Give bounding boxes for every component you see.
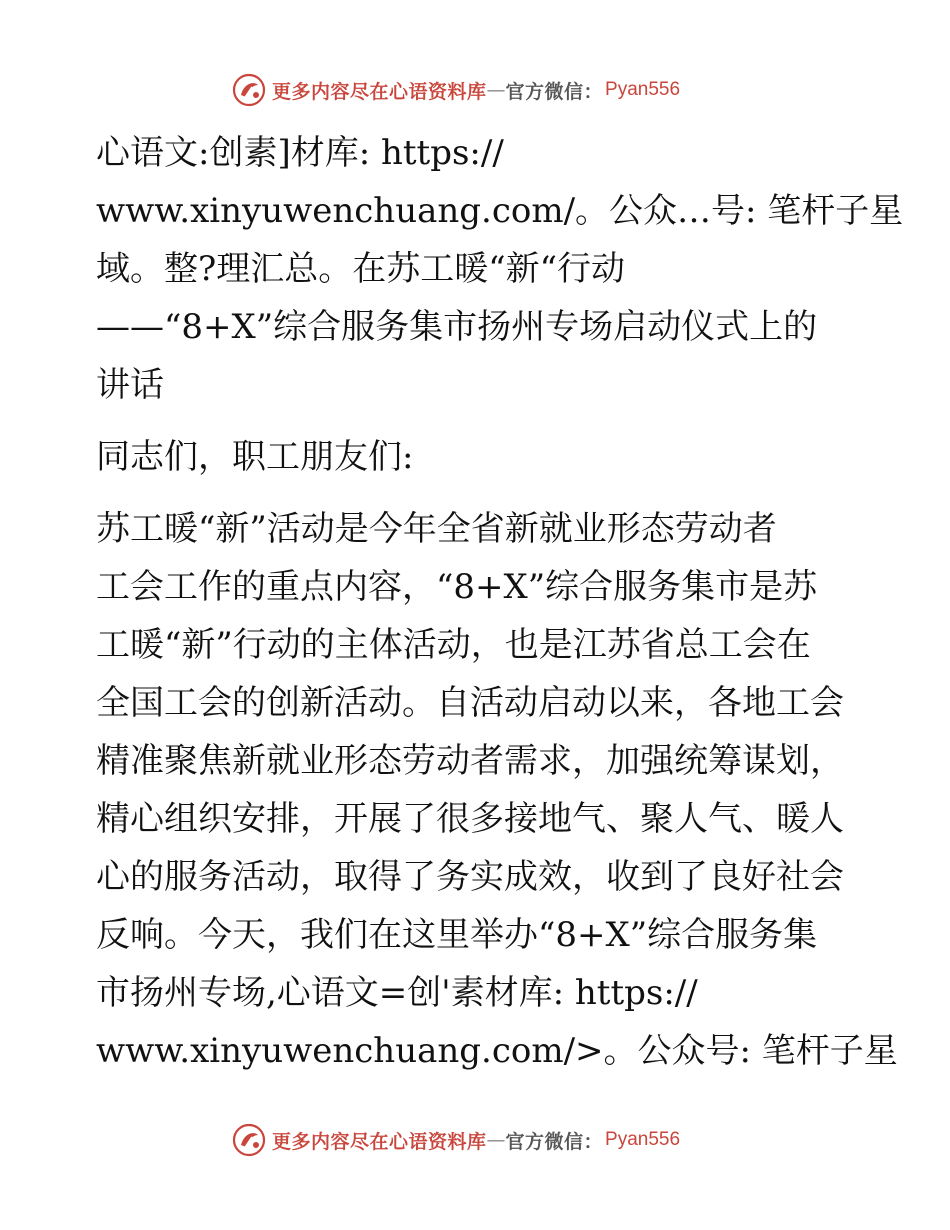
paragraph-line: 苏工暖“新”活动是今年全省新就业形态劳动者 xyxy=(96,509,777,549)
paragraph-line: 全国工会的创新活动。自活动启动以来，各地工会 xyxy=(96,683,844,723)
watermark-banner-top xyxy=(232,72,680,108)
paragraph-line: 精准聚焦新就业形态劳动者需求，加强统筹谋划， xyxy=(96,741,844,781)
paragraph-line: 工暖“新”行动的主体活动，也是江苏省总工会在 xyxy=(96,625,811,665)
wechat-id: Pyan556 xyxy=(605,79,681,100)
wechat-label: 官方微信： xyxy=(505,1130,604,1153)
paragraph-line: www.xinyuwenchuang.com/>。公众号: 笔杆子星 xyxy=(96,1031,898,1071)
paragraph-line: 市扬州专场,心语文=创'素材库: https:// xyxy=(96,973,698,1013)
title-line: 域。整?理汇总。在苏工暖“新“行动 xyxy=(96,249,625,289)
logo-icon xyxy=(232,1123,266,1157)
wechat-label: 官方微信： xyxy=(505,80,604,103)
dash-separator: — xyxy=(486,1129,506,1151)
paragraph-line: 工会工作的重点内容，“8+X”综合服务集市是苏 xyxy=(96,567,818,607)
dash-separator: — xyxy=(486,79,506,101)
title-line: 讲话 xyxy=(96,365,164,405)
title-line: www.xinyuwenchuang.com/。公众…号: 笔杆子星 xyxy=(96,191,904,231)
title-line: ——“8+X”综合服务集市扬州专场启动仪式上的 xyxy=(96,307,818,347)
greeting: 同志们，职工朋友们: xyxy=(96,437,414,477)
paragraph-line: 心的服务活动，取得了务实成效，收到了良好社会 xyxy=(96,857,844,897)
promo-text: 更多内容尽在心语资料库 xyxy=(272,80,487,103)
logo-icon xyxy=(232,73,266,107)
wechat-id: Pyan556 xyxy=(605,1129,681,1150)
paragraph-line: 精心组织安排，开展了很多接地气、聚人气、暖人 xyxy=(96,799,844,839)
promo-text: 更多内容尽在心语资料库 xyxy=(272,1130,487,1153)
paragraph-line: 反响。今天，我们在这里举办“8+X”综合服务集 xyxy=(96,915,818,955)
title-line: 心语文:创素]材库: https:// xyxy=(96,133,504,173)
document-body xyxy=(96,124,904,1080)
watermark-banner-bottom xyxy=(232,1122,680,1158)
